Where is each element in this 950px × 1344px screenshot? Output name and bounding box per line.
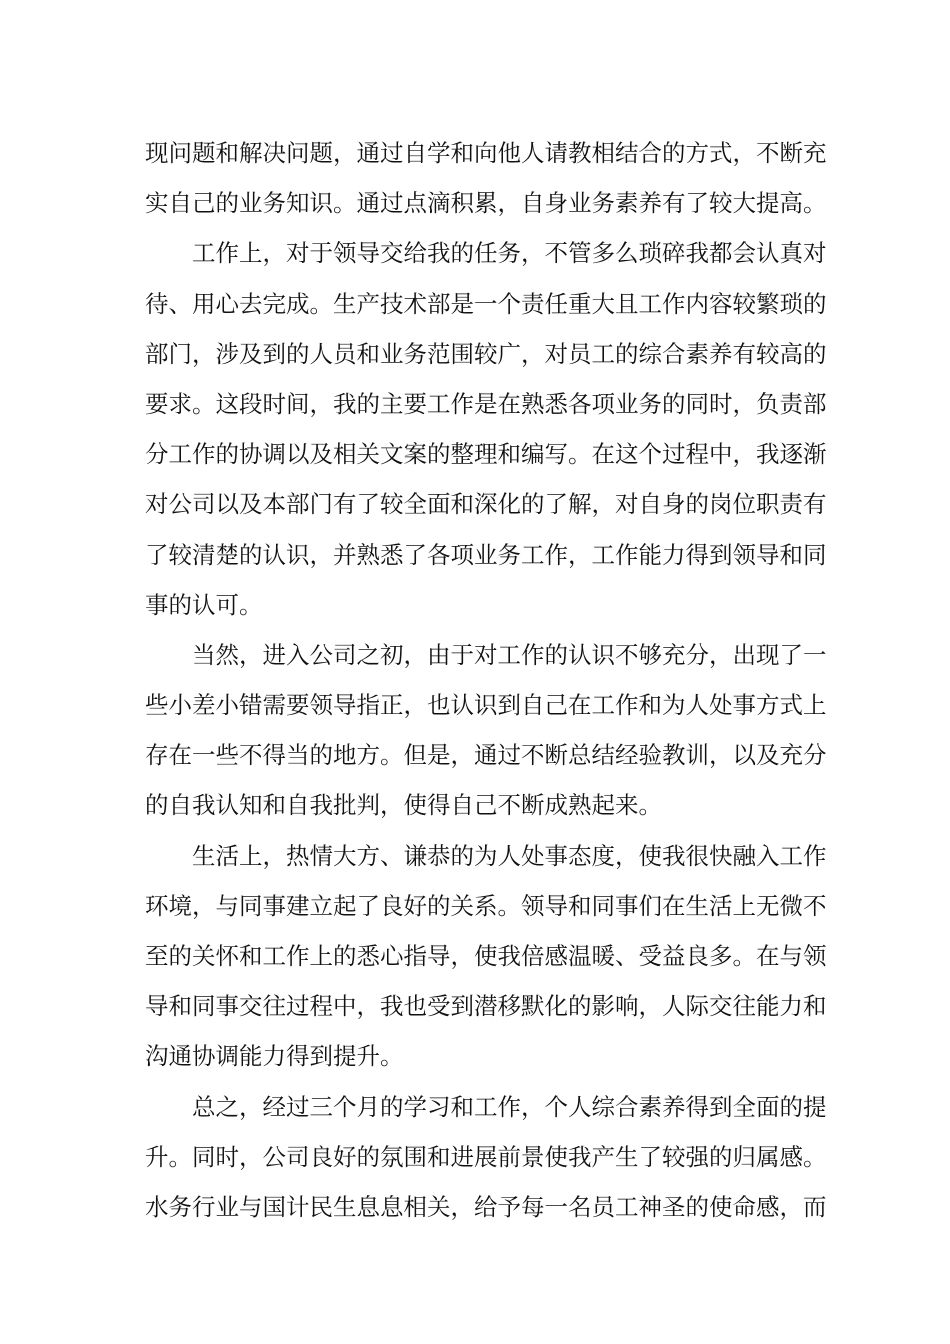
text-line: 事的认可。: [145, 590, 263, 619]
text-line: 些小差小错需要领导指正，也认识到自己在工作和为人处事方式上: [145, 691, 827, 720]
text-line: 升。同时，公司良好的氛围和进展前景使我产生了较强的归属感。: [145, 1142, 827, 1171]
text-line: 现问题和解决问题，通过自学和向他人请教相结合的方式，不断充: [145, 139, 827, 167]
text-line: 要求。这段时间，我的主要工作是在熟悉各项业务的同时，负责部: [145, 389, 827, 418]
text-line: 当然，进入公司之初，由于对工作的认识不够充分，出现了一: [192, 640, 827, 669]
text-line: 存在一些不得当的地方。但是，通过不断总结经验教训，以及充分: [145, 741, 827, 770]
text-line: 分工作的协调以及相关文案的整理和编写。在这个过程中，我逐渐: [145, 440, 827, 469]
text-line: 水务行业与国计民生息息相关，给予每一名员工神圣的使命感，而: [145, 1192, 827, 1221]
document-body: [145, 128, 827, 1232]
text-line: 实自己的业务知识。通过点滴积累，自身业务素养有了较大提高。: [145, 189, 827, 218]
text-line: 了较清楚的认识，并熟悉了各项业务工作，工作能力得到领导和同: [145, 540, 827, 569]
text-line: 生活上，热情大方、谦恭的为人处事态度，使我很快融入工作: [192, 841, 827, 870]
text-line: 的自我认知和自我批判，使得自己不断成熟起来。: [145, 791, 662, 820]
text-line: 导和同事交往过程中，我也受到潜移默化的影响，人际交往能力和: [145, 992, 827, 1021]
text-line: 至的关怀和工作上的悉心指导，使我倍感温暖、受益良多。在与领: [145, 942, 827, 970]
text-line: 部门，涉及到的人员和业务范围较广，对员工的综合素养有较高的: [145, 339, 827, 368]
text-line: 沟通协调能力得到提升。: [145, 1042, 404, 1071]
text-line: 环境，与同事建立起了良好的关系。领导和同事们在生活上无微不: [145, 891, 827, 920]
text-line: 工作上，对于领导交给我的任务，不管多么琐碎我都会认真对: [192, 239, 827, 268]
text-line: 总之，经过三个月的学习和工作，个人综合素养得到全面的提: [192, 1092, 827, 1121]
text-line: 待、用心去完成。生产技术部是一个责任重大且工作内容较繁琐的: [145, 289, 827, 318]
text-line: 对公司以及本部门有了较全面和深化的了解，对自身的岗位职责有: [145, 490, 827, 519]
